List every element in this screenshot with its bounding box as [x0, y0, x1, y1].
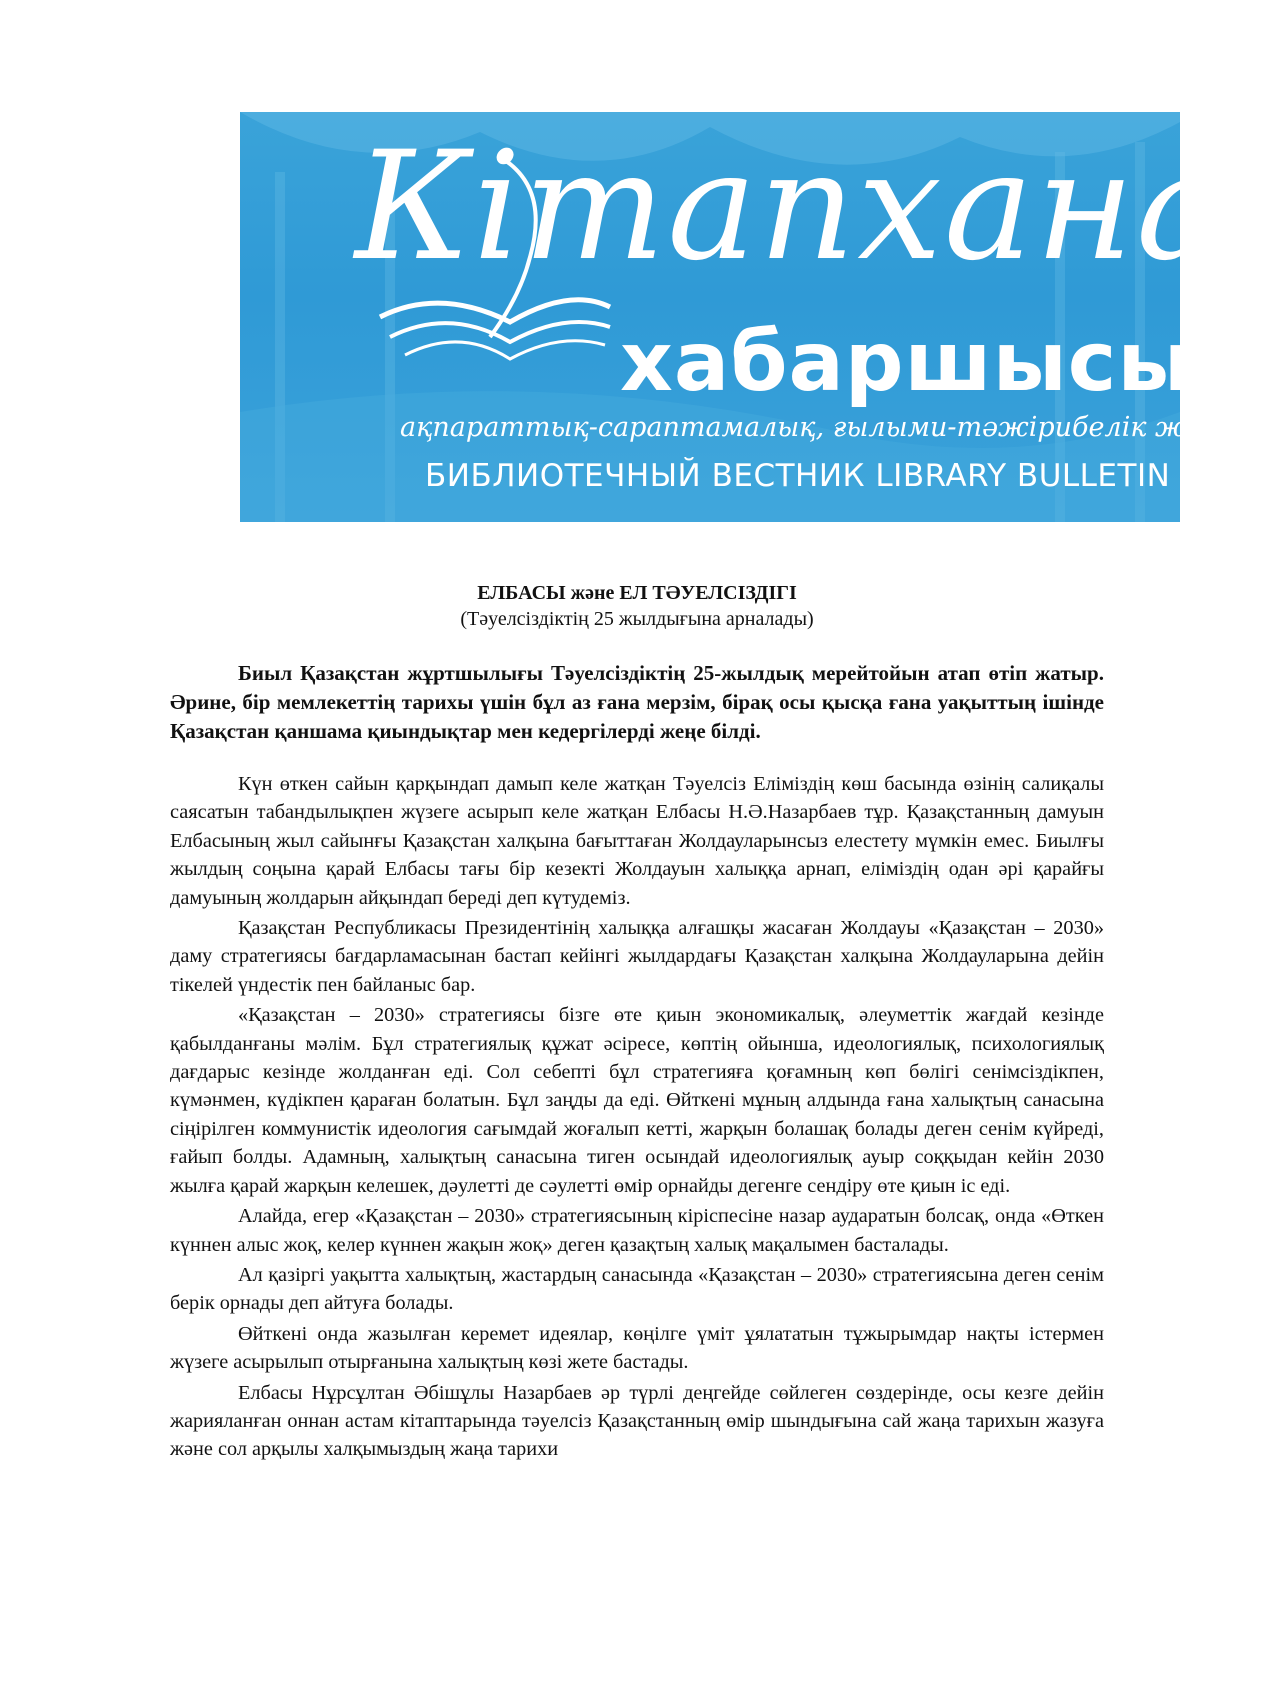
article — [170, 580, 1104, 1466]
journal-banner — [240, 112, 1270, 522]
article-lead: Биыл Қазақстан жұртшылығы Тәуелсіздіктің 25-жылдық мерейтойын атап өтіп жатыр. Әрине, бір мемлекеттің тарихы үшін бұл аз ғана мерзім, бірақ осы қысқа ғана уақыттың ішінде Қазақстан қаншама қиындықтар мен кедергілерді жеңе білді. — [170, 661, 1104, 743]
banner-tagline: ақпараттық-сараптамалық, ғылыми-тәжірибелік журнал — [400, 412, 1270, 443]
paragraph: Қазақстан Республикасы Президентінің халыққа алғашқы жасаған Жолдауы «Қазақстан – 2030» даму стратегиясы бағдарламасынан бастап кейінгі жылдардағы Қазақстан халқына Жолдауларына дейін тікелей үндестік пен байланыс бар. — [170, 917, 1104, 996]
article-subtitle: (Тәуелсіздіктің 25 жылдығына арналады) — [460, 608, 814, 630]
banner-ru-en-title: БИБЛИОТЕЧНЫЙ ВЕСТНИК LIBRARY BULLETIN — [425, 458, 1171, 494]
paragraph: Күн өткен сайын қарқындап дамып келе жатқан Тәуелсіз Еліміздің көш басында өзінің салиқалы саясатын табандылықпен жүзеге асырып келе жатқан Елбасы Н.Ә.Назарбаев тұр. Қазақстанның дамуын Елбасының жыл сайынғы Қазақстан халқына бағыттаған Жолдауларынсыз елестету мүмкін емес. Биылғы жылдың соңына қарай Елбасы тағы бір кезекті Жолдауын халыққа арнап, еліміздің одан әрі қарайғы дамуының жолдарын айқындап береді деп күтудеміз. — [170, 773, 1104, 909]
paragraph: Елбасы Нұрсұлтан Әбішұлы Назарбаев әр түрлі деңгейде сөйлеген сөздерінде, осы кезге дейін жарияланған оннан астам кітаптарында тәуелсіз Қазақстанның өмір шындығына сай жаңа тарихын жазуға және сол арқылы халқымыздың жаңа тарихи — [170, 1381, 1104, 1461]
paragraph: Өйткені онда жазылған керемет идеялар, көңілге үміт ұялататын тұжырымдар нақты істермен жүзеге асырылып отырғанына халықтың көзі жете бастады. — [170, 1322, 1104, 1374]
article-title: ЕЛБАСЫ және ЕЛ ТӘУЕЛСІЗДІГІ — [477, 582, 797, 604]
banner-title: Кітапхана — [355, 120, 1228, 294]
paragraph: Ал қазіргі уақытта халықтың, жастардың санасында «Қазақстан – 2030» стратегиясына деген сенім берік орнады деп айтуға болады. — [170, 1263, 1104, 1315]
paragraph: «Қазақстан – 2030» стратегиясы бізге өте қиын экономикалық, әлеуметтік жағдай кезінде қабылданғаны мәлім. Бұл стратегиялық құжат әсіресе, көптің ойынша, идеологиялық, психологиялық дағдарыс кезінде жолданған еді. Сол себепті бұл стратегияға қоғамның көп бөлігі сенімсіздікпен, күмәнмен, күдікпен қараған болатын. Бұл заңды да еді. Өйткені мұның алдында ғана халықтың санасына сіңірілген коммунистік идеология сағымдай жоғалып кетті, жарқын болашақ болады деген сенім күйреді, ғайып болды. Адамның, халықтың санасына тиген осындай идеологиялық ауыр соққыдан кейін 2030 жылға қарай жарқын келешек, дәулетті де сәулетті өмір орнайды дегенге сендіру өте қиын іс еді. — [170, 1004, 1104, 1197]
paragraph: Алайда, егер «Қазақстан – 2030» стратегиясының кіріспесіне назар аударатын болсақ, онда «Өткен күннен алыс жоқ, келер күннен жақын жоқ» деген қазақтың халық мақалымен басталады. — [170, 1205, 1104, 1256]
banner-subtitle: хабаршысы — [620, 315, 1193, 410]
